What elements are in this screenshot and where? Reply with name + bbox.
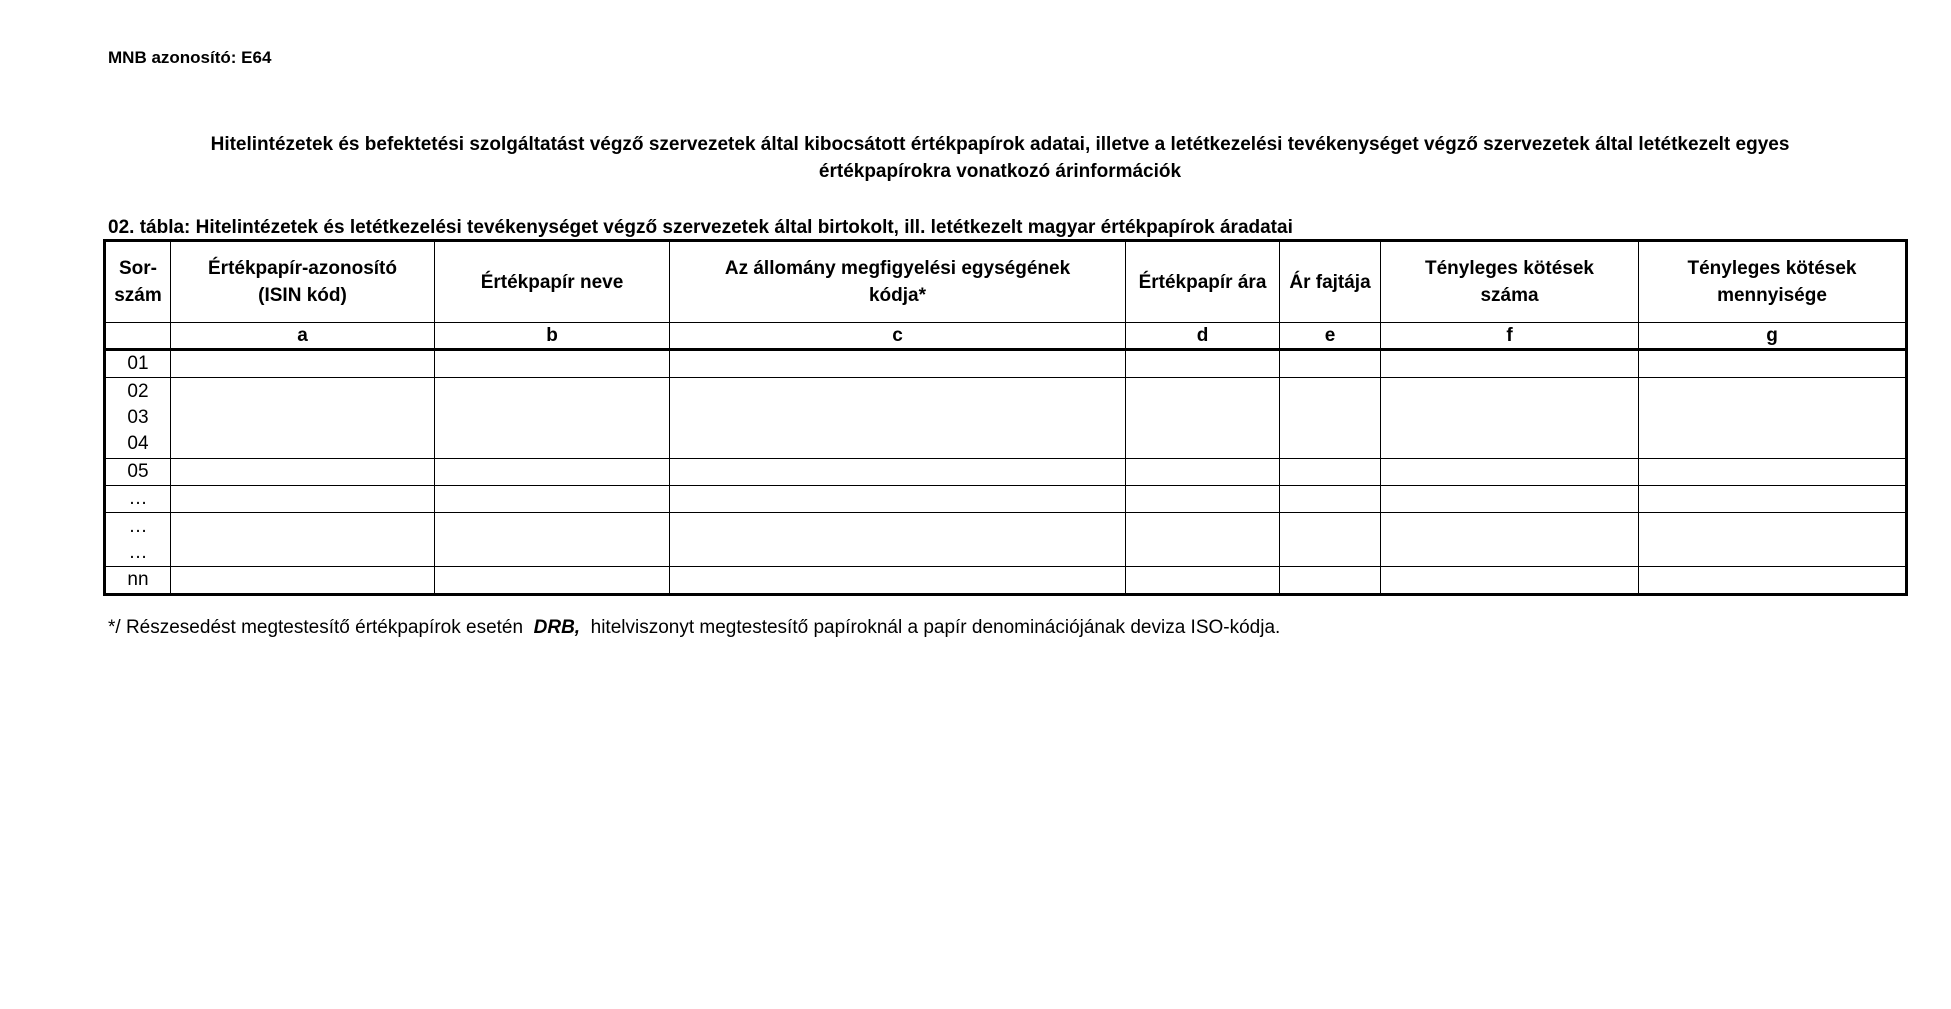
- letter-empty: [105, 323, 171, 350]
- header-isin: Értékpapír-azonosító (ISIN kód): [171, 241, 435, 323]
- cell-a: [171, 350, 435, 378]
- header-unit-code: Az állomány megfigyelési egységének kódja*: [670, 241, 1126, 323]
- cell-b: [435, 486, 670, 513]
- price-data-table: [103, 239, 1908, 596]
- cell-e: [1280, 378, 1381, 459]
- cell-c: [670, 567, 1126, 595]
- header-price-type: Ár fajtája: [1280, 241, 1381, 323]
- cell-g: [1639, 486, 1907, 513]
- cell-b: [435, 567, 670, 595]
- table-row: [105, 350, 1907, 378]
- footnote-prefix: */ Részesedést megtestesítő értékpapírok esetén: [108, 617, 524, 638]
- table-row: [105, 486, 1907, 513]
- header-name: Értékpapír neve: [435, 241, 670, 323]
- cell-f: [1381, 567, 1639, 595]
- row-number: 04: [127, 433, 149, 454]
- cell-e: [1280, 567, 1381, 595]
- table-row: [105, 378, 1907, 459]
- cell-c: [670, 459, 1126, 486]
- footnote: [108, 617, 1280, 639]
- cell-d: [1126, 459, 1280, 486]
- cell-d: [1126, 513, 1280, 567]
- cell-e: [1280, 350, 1381, 378]
- footnote-code: DRB,: [533, 617, 581, 638]
- footnote-suffix: hitelviszonyt megtestesítő papíroknál a papír denominációjának deviza ISO-kódja.: [590, 617, 1281, 638]
- header-trade-count: Tényleges kötések száma: [1381, 241, 1639, 323]
- cell-g: [1639, 378, 1907, 459]
- cell-g: [1639, 459, 1907, 486]
- row-number: 03: [127, 407, 149, 428]
- cell-b: [435, 513, 670, 567]
- header-price: Értékpapír ára: [1126, 241, 1280, 323]
- cell-c: [670, 378, 1126, 459]
- header-sorszam: Sor- szám: [105, 241, 171, 323]
- cell-a: [171, 513, 435, 567]
- cell-a: [171, 459, 435, 486]
- cell-c: [670, 350, 1126, 378]
- cell-f: [1381, 378, 1639, 459]
- cell-c: [670, 513, 1126, 567]
- table-title: 02. tábla: Hitelintézetek és letétkezelési tevékenységet végző szervezetek által birtokolt, ill. letétkezelt magyar értékpapírok áradatai: [108, 217, 1293, 238]
- letter-e: e: [1280, 323, 1381, 350]
- row-number: 02: [127, 381, 149, 402]
- row-number: …: [128, 541, 148, 563]
- cell-f: [1381, 486, 1639, 513]
- row-number: …: [128, 515, 148, 537]
- cell-a: [171, 567, 435, 595]
- table-row: [105, 513, 1907, 567]
- document-title-line-2: értékpapírokra vonatkozó árinformációk: [818, 161, 1182, 182]
- cell-d: [1126, 378, 1280, 459]
- cell-c: [670, 486, 1126, 513]
- cell-f: [1381, 350, 1639, 378]
- cell-g: [1639, 567, 1907, 595]
- cell-f: [1381, 459, 1639, 486]
- letter-b: b: [435, 323, 670, 350]
- document-title-line-1: Hitelintézetek és befektetési szolgáltatást végző szervezetek által kibocsátott értékpapírok adatai, illetve a letétkezelési tevékenységet végző szervezetek által letétkezelt egyes: [210, 134, 1790, 155]
- mnb-identifier: MNB azonosító: E64: [108, 48, 272, 67]
- row-number: nn: [105, 567, 171, 595]
- row-number: 01: [105, 350, 171, 378]
- row-number: 05: [105, 459, 171, 486]
- header-row: [105, 241, 1907, 323]
- cell-e: [1280, 513, 1381, 567]
- cell-e: [1280, 486, 1381, 513]
- cell-a: [171, 486, 435, 513]
- row-number-group: [105, 378, 171, 459]
- cell-b: [435, 350, 670, 378]
- table-row: [105, 567, 1907, 595]
- cell-d: [1126, 486, 1280, 513]
- cell-a: [171, 378, 435, 459]
- letter-f: f: [1381, 323, 1639, 350]
- cell-g: [1639, 350, 1907, 378]
- letter-d: d: [1126, 323, 1280, 350]
- header-trade-volume: Tényleges kötések mennyisége: [1639, 241, 1907, 323]
- table-row: [105, 459, 1907, 486]
- cell-f: [1381, 513, 1639, 567]
- cell-e: [1280, 459, 1381, 486]
- letter-c: c: [670, 323, 1126, 350]
- column-letter-row: [105, 323, 1907, 350]
- cell-b: [435, 459, 670, 486]
- row-number: …: [105, 486, 171, 513]
- row-number-group: [105, 513, 171, 567]
- document-title: [100, 131, 1900, 185]
- cell-b: [435, 378, 670, 459]
- letter-g: g: [1639, 323, 1907, 350]
- cell-g: [1639, 513, 1907, 567]
- letter-a: a: [171, 323, 435, 350]
- cell-d: [1126, 567, 1280, 595]
- cell-d: [1126, 350, 1280, 378]
